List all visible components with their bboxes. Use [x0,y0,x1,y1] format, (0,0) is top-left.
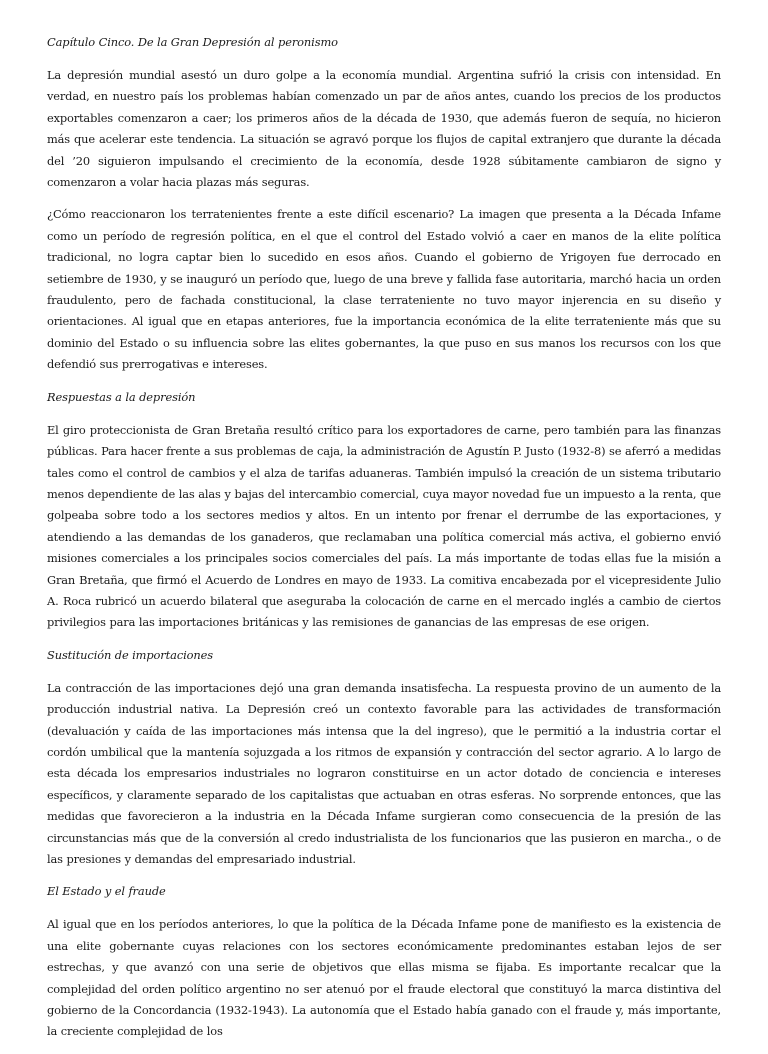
section-paragraph-estado-fraude: Al igual que en los períodos anteriores, lo que la política de la Década Infame pone de manifiesto es la existencia de una elite gobernante cuyas relaciones con los sectores económicamente predominantes estaban lejos de ser estrechas, y que avanzó con una serie de objetivos que ellas misma se fijaba. Es importante recalcar que la complejidad del orden político argentino no ser atenuó por el fraude electoral que constituyó la marca distintiva del gobierno de la Concordancia (1932-1943). La autonomía que el Estado había ganado con el fraude y, más importante, la creciente complejidad de los [47,917,721,1039]
section-heading-respuestas: Respuestas a la depresión [47,389,196,404]
section-paragraph-respuestas: El giro proteccionista de Gran Bretaña resultó crítico para los exportadores de carne, pero también para las finanzas públicas. Para hacer frente a sus problemas de caja, la administración de Agustín P. Justo (1932-8) se aferró a medidas tales como el control de cambios y el alza de tarifas aduaneras. También impulsó la creación de un sistema tributario menos dependiente de las alas y bajas del intercambio comercial, cuya mayor novedad fue un impuesto a la renta, que golpeaba sobre todo a los sectores medios y altos. En un intento por frenar el derrumbe de las exportaciones, y atendiendo a las demandas de los ganaderos, que reclamaban una política comercial más activa, el gobierno envió misiones comerciales a los principales socios comerciales del país. La más importante de todas ellas fue la misión a Gran Bretaña, que firmó el Acuerdo de Londres en mayo de 1933. La comitiva encabezada por el vicepresidente Julio A. Roca rubricó un acuerdo bilateral que aseguraba la colocación de carne en el mercado inglés a cambio de ciertos privilegios para las importaciones británicas y las remisiones de ganancias de las empresas de ese origen. [47,422,721,630]
section-heading-estado-fraude: El Estado y el fraude [47,884,166,899]
section-paragraph-sustitucion: La contracción de las importaciones dejó una gran demanda insatisfecha. La respuesta provino de un aumento de la producción industrial nativa. La Depresión creó un contexto favorable para las actividades de transformación (devaluación y caída de las importaciones más intensa que la del ingreso), que le permitió a la industria cortar el cordón umbilical que la mantenía sojuzgada a los ritmos de expansión y contracción del sector agrario. A lo largo de esta década los empresarios industriales no lograron constituirse en un actor dotado de conciencia e intereses específicos, y claramente separado de los capitalistas que actuaban en otras esferas. No sorprende entonces, que las medidas que favorecieron a la industria en la Década Infame surgieran como consecuencia de la presión de las circunstancias más que de la conversión al credo industrialista de los funcionarios que las pusieron en marcha., o de las presiones y demandas del empresariado industrial. [47,680,721,866]
section-heading-sustitucion: Sustitución de importaciones [47,647,214,662]
chapter-title: Capítulo Cinco. De la Gran Depresión al peronismo [47,35,338,49]
document-page [47,32,721,1054]
intro-paragraph-1: La depresión mundial asestó un duro golpe a la economía mundial. Argentina sufrió la crisis con intensidad. En verdad, en nuestro país los problemas habían comenzado un par de años antes, cuando los precios de los productos exportables comenzaron a caer; los primeros años de la década de 1930, que además fueron de sequía, no hicieron más que acelerar este tendencia. La situación se agravó porque los flujos de capital extranjero que durante la década del ’20 siguieron impulsando el crecimiento de la economía, desde 1928 súbitamente cambiaron de signo y comenzaron a volar hacia plazas más seguras. [47,68,721,190]
intro-paragraph-2: ¿Cómo reaccionaron los terratenientes frente a este difícil escenario? La imagen que presenta a la Década Infame como un período de regresión política, en el que el control del Estado volvió a caer en manos de la elite política tradicional, no logra captar bien lo sucedido en esos años. Cuando el gobierno de Yrigoyen fue derrocado en setiembre de 1930, y se inauguró un período que, luego de una breve y fallida fase autoritaria, marchó hacia un orden fraudulento, pero de fachada constitucional, la clase terrateniente no tuvo mayor injerencia en su diseño y orientaciones. Al igual que en etapas anteriores, fue la importancia económica de la elite terrateniente más que su dominio del Estado o su influencia sobre las elites gobernantes, la que puso en sus manos los recursos con los que defendió sus prerrogativas e intereses. [47,207,721,372]
